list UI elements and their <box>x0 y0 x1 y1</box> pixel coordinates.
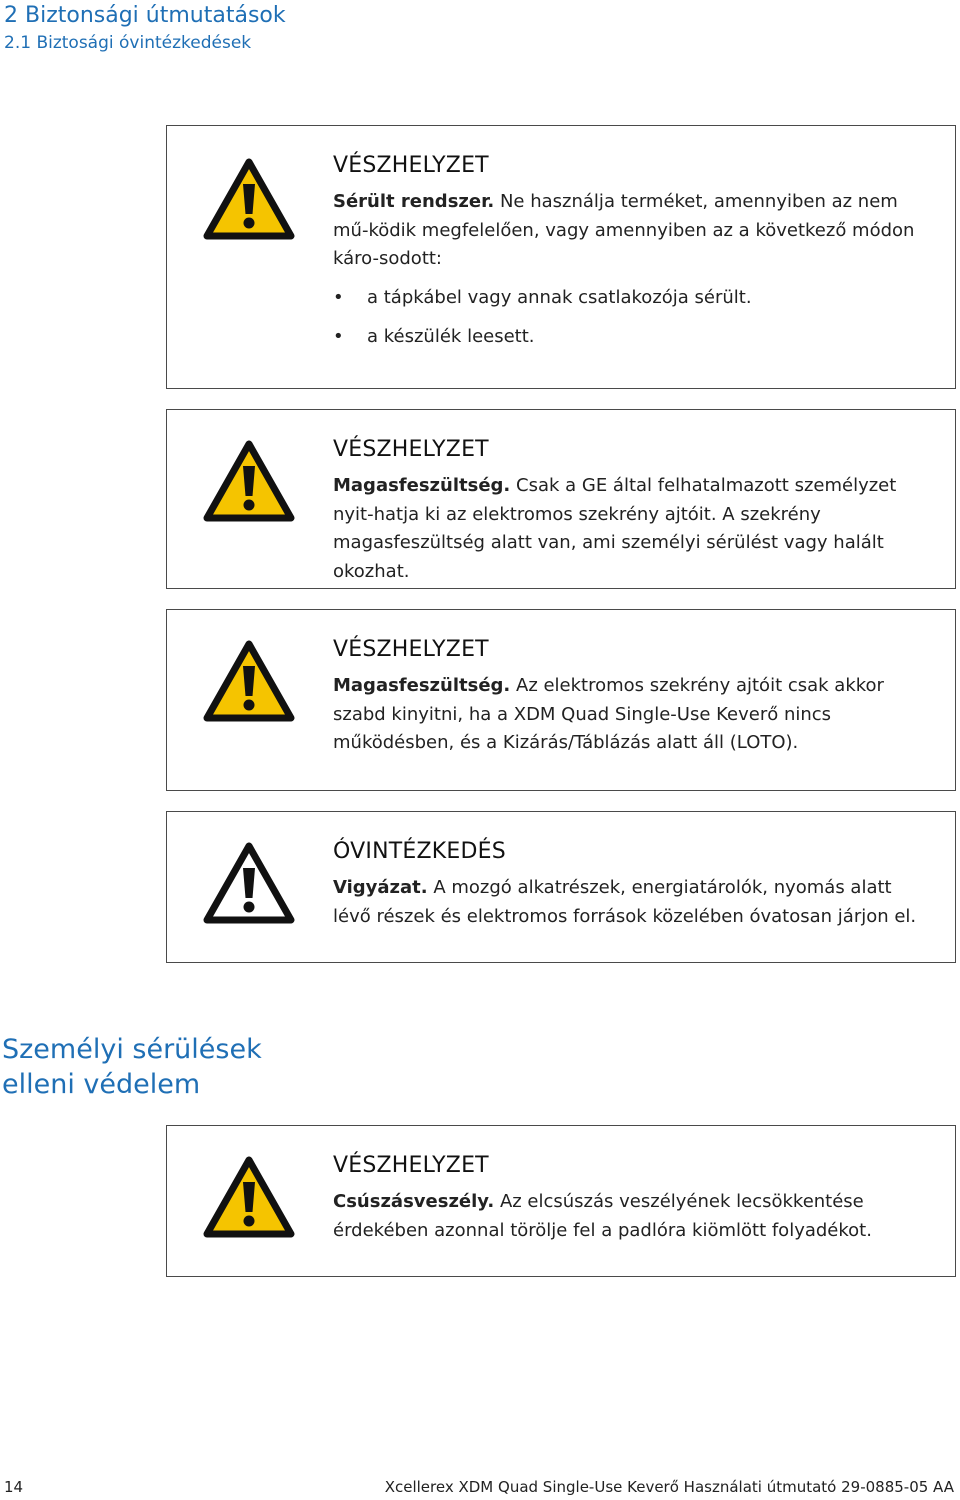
subsection-heading: Személyi sérülések elleni védelem <box>2 1034 262 1100</box>
page-footer <box>0 1476 960 1500</box>
list-item-text: a készülék leesett. <box>367 325 535 347</box>
section-title: 2.1 Biztosági óvintézkedések <box>4 33 252 53</box>
list-item-text: a tápkábel vagy annak csatlakozója sérült. <box>367 286 752 308</box>
warning-body: A mozgó alkatrészek, energiatárolók, nyomás alatt lévő részek és elektromos források közelében óvatosan járjon el. <box>333 877 917 927</box>
danger-box-high-voltage-authorized <box>166 409 956 589</box>
warning-triangle-icon <box>203 1156 295 1238</box>
danger-box-high-voltage-loto <box>166 609 956 791</box>
warning-body: Az elektromos szekrény ajtóit csak akkor szabd kinyitni, ha a XDM Quad Single-Use Keverő nincs működésben, és a Kizárás/Táblázás alatt áll (LOTO). <box>333 675 884 753</box>
signal-word: VÉSZHELYZET <box>333 1153 489 1178</box>
warning-text <box>333 874 933 931</box>
warning-text <box>333 472 933 586</box>
warning-triangle-icon <box>203 440 295 522</box>
page-header <box>4 2 286 56</box>
document-title: Xcellerex XDM Quad Single-Use Keverő Használati útmutató 29-0885-05 AA <box>384 1478 954 1496</box>
warning-lead: Vigyázat. <box>333 877 428 898</box>
warning-triangle-icon <box>203 158 295 240</box>
warning-lead: Sérült rendszer. <box>333 191 495 212</box>
signal-word: VÉSZHELYZET <box>333 437 489 462</box>
damage-list <box>333 284 933 351</box>
signal-word: VÉSZHELYZET <box>333 153 489 178</box>
danger-box-damaged-system <box>166 125 956 389</box>
danger-box-slip-hazard <box>166 1125 956 1277</box>
caution-box-moving-parts <box>166 811 956 963</box>
warning-text <box>333 672 933 758</box>
signal-word: ÓVINTÉZKEDÉS <box>333 839 506 864</box>
warning-body: Az elcsúszás veszélyének lecsökkentése érdekében azonnal törölje fel a padlóra kiömlött folyadékot. <box>333 1191 872 1241</box>
warning-text <box>333 188 933 274</box>
warning-lead: Magasfeszültség. <box>333 675 511 696</box>
bullet-icon: • <box>333 325 344 347</box>
list-item <box>333 323 933 351</box>
warning-triangle-icon <box>203 640 295 722</box>
warning-text <box>333 1188 933 1245</box>
warning-body: Ne használja terméket, amennyiben az nem mű-ködik megfelelően, vagy amennyiben az a következő módon káro-sodott: <box>333 191 915 269</box>
bullet-icon: • <box>333 286 344 308</box>
page-number: 14 <box>4 1478 24 1496</box>
warning-lead: Csúszásveszély. <box>333 1191 495 1212</box>
warning-lead: Magasfeszültség. <box>333 475 511 496</box>
list-item <box>333 284 933 312</box>
warning-triangle-icon <box>203 842 295 924</box>
warning-body: Csak a GE által felhatalmazott személyzet nyit-hatja ki az elektromos szekrény ajtóit. A szekrény magasfeszültség alatt van, ami személyi sérülést vagy halált okozhat. <box>333 475 897 582</box>
chapter-title: 2 Biztonsági útmutatások <box>4 3 286 28</box>
signal-word: VÉSZHELYZET <box>333 637 489 662</box>
